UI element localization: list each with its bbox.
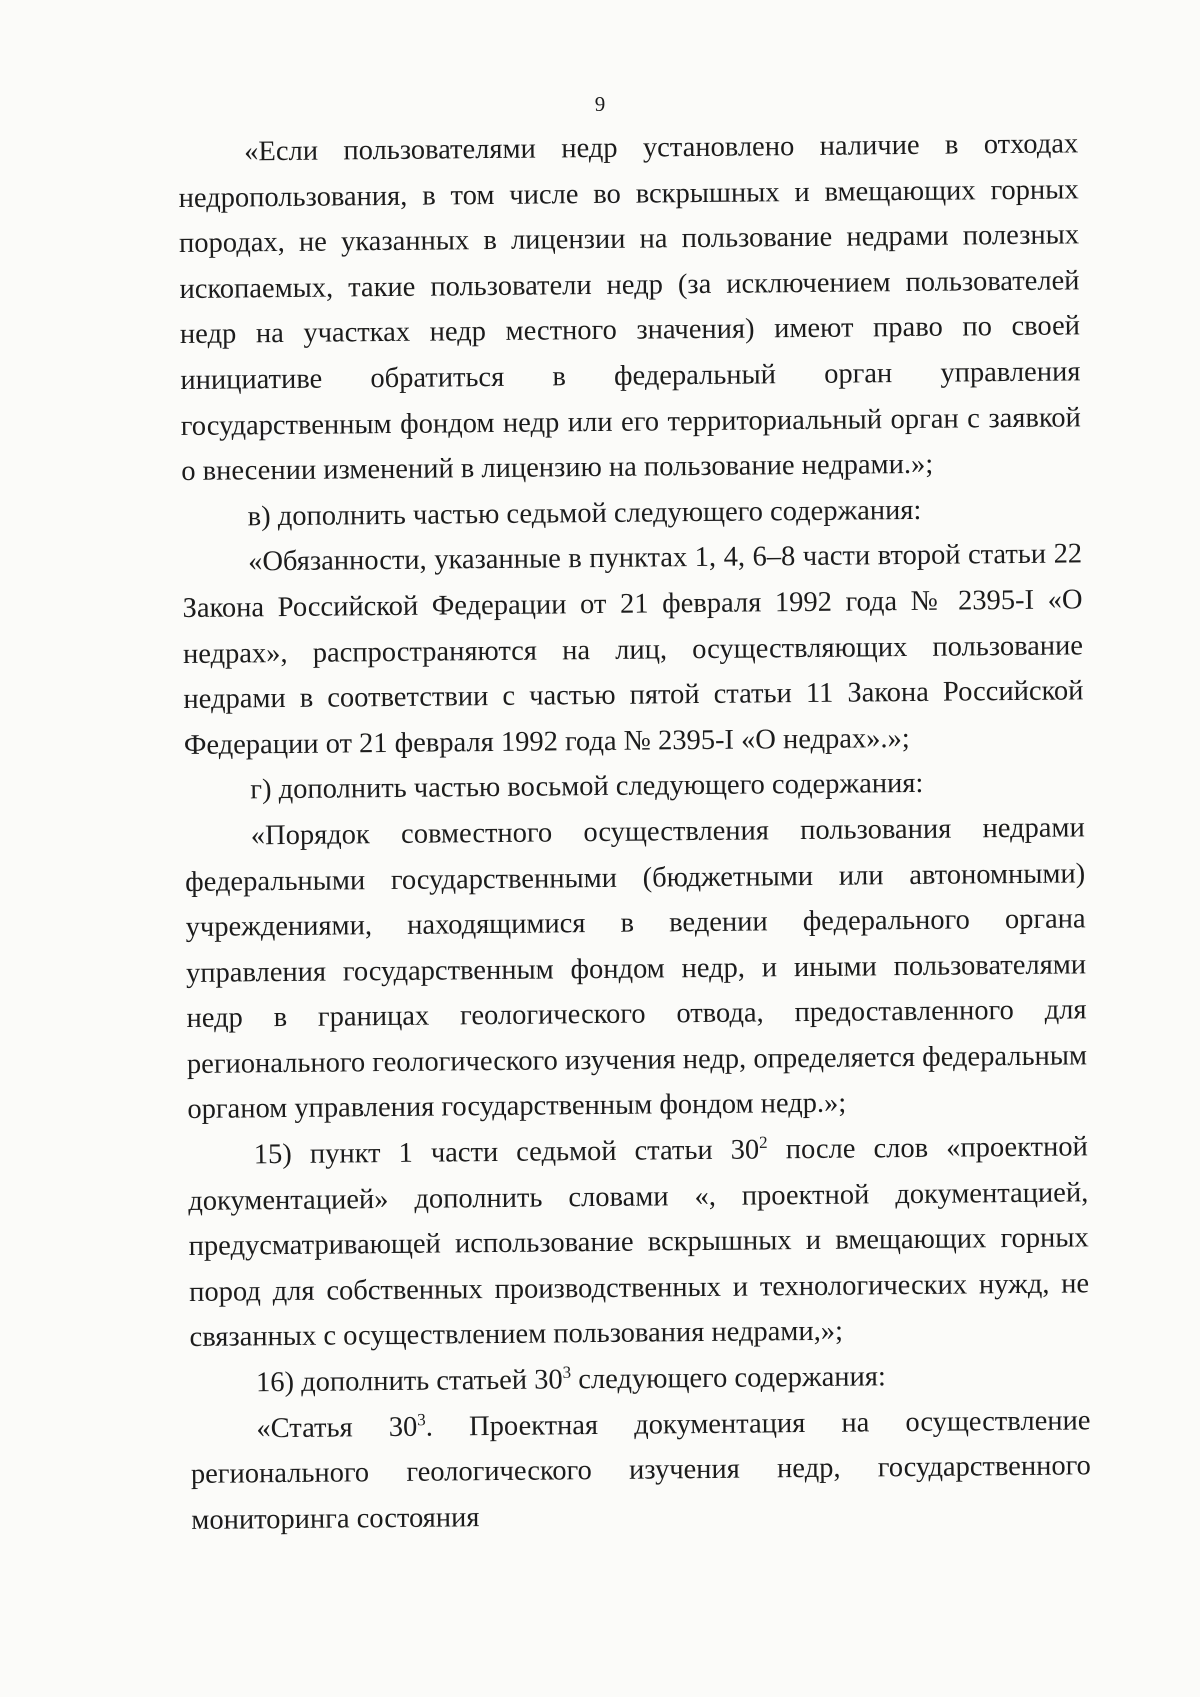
superscript-3: 3	[562, 1362, 572, 1382]
paragraph-quote-waste-users: «Если пользователями недр установлено наличие в отходах недропользования, в том числе во вскрышных и вмещающих горных породах, не указанных в лицензии на пользование недрами полезных ископаемых, такие пользователи недр (за исключением пользователей недр на участках недр местного значения) имеют право по своей инициативе обратиться в федеральный орган управления государственным фондом недр или его территориальный орган с заявкой о внесении изменений в лицензию на пользование недрами.»;	[178, 128, 1081, 488]
superscript-3-article: 3	[417, 1409, 426, 1429]
paragraph-quote-duties: «Обязанности, указанные в пунктах 1, 4, 6–8 части второй статьи 22 Закона Российской Федерации от 21 февраля 1992 года № 2395-I «О недрах», распространяются на лиц, осуществляющих пользование недрами в соответствии с частью пятой статьи 11 Закона Российской Федерации от 21 февраля 1992 года № 2395-I «О недрах».»;	[182, 538, 1084, 761]
paragraph-item-16-end: следующего содержания:	[571, 1361, 886, 1396]
paragraph-item-15-start: 15) пункт 1 части седьмой статьи 30	[253, 1134, 760, 1171]
paragraph-item-16-start: 16) дополнить статьей 30	[255, 1364, 563, 1399]
paragraph-quote-procedure: «Порядок совместного осуществления пользования недрами федеральными государственными (бюджетными или автономными) учреждениями, находящимися в ведении федерального органа управления государственным фондом недр, и иными пользователями недр в границах геологического отвода, предоставленного для регионального геологического изучения недр, определяется федеральным органом управления государственным фондом недр.»;	[185, 812, 1088, 1126]
article-30-3-end: . Проектная документация на осуществление регионального геологического изучения недр, государственного мониторинга состояния	[190, 1404, 1092, 1536]
superscript-2: 2	[758, 1132, 768, 1153]
paragraph-item-g: г) дополнить частью восьмой следующего содержания:	[250, 768, 924, 806]
paragraph-item-v: в) дополнить частью седьмой следующего содержания:	[247, 494, 922, 533]
paragraph-item-15-end: после слов «проектной документацией» дополнить словами «, проектной документацией, предусматривающей использование вскрышных и вмещающих горных пород для собственных производственных и технологических нужд, не связанных с осуществлением пользования недрами,»;	[188, 1131, 1090, 1354]
page-number: 9	[594, 92, 606, 116]
paragraph-article-30-3	[190, 1398, 1091, 1543]
article-30-3-start: «Статья 30	[256, 1411, 418, 1444]
paragraph-item-15	[188, 1124, 1090, 1361]
body-text	[178, 121, 1092, 1543]
